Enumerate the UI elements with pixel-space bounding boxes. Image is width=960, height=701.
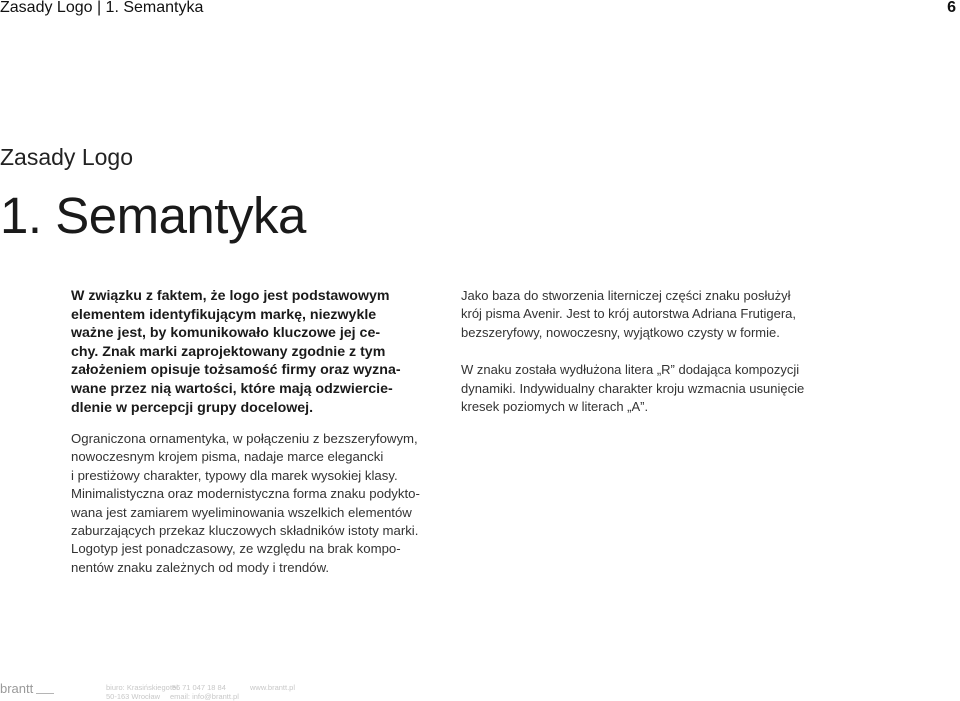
page-footer — [0, 676, 960, 701]
paragraph-line: zaburzających przekaz kluczowych składników istoty marki. — [71, 523, 419, 539]
lead-line: dlenie w percepcji grupy docelowej. — [71, 399, 314, 416]
lead-line: założeniem opisuje tożsamość firmy oraz wyzna- — [71, 362, 401, 379]
section-subtitle: Zasady Logo — [0, 144, 133, 170]
paragraph-line: W znaku została wydłużona litera „R” dodająca kompozycji — [461, 362, 800, 378]
paragraph-line: dynamiki. Indywidualny charakter kroju wzmacnia usunięcie — [461, 380, 805, 396]
lead-line: wane przez nią wartości, które mają odzwiercie- — [71, 380, 393, 397]
lead-line: chy. Znak marki zaprojektowany zgodnie z tym — [71, 343, 386, 360]
lead-line: elementem identyfikującym markę, niezwykle — [71, 306, 377, 323]
lead-paragraph — [71, 287, 441, 417]
section-title: 1. Semantyka — [0, 187, 306, 244]
footer-logo-underline — [36, 693, 54, 694]
paragraph-line: bezszeryfowy, nowoczesny, wyjątkowo czysty w formie. — [461, 324, 780, 340]
paragraph-line: Minimalistyczna oraz modernistyczna forma znaku podykto- — [71, 486, 420, 502]
footer-address-line: 50-163 Wrocław — [106, 692, 161, 701]
right-column-text — [461, 287, 841, 416]
paragraph-line: krój pisma Avenir. Jest to krój autorstwa Adriana Frutigera, — [461, 306, 797, 322]
paragraph-line: wana jest zamiarem wyeliminowania wszelkich elementów — [71, 504, 412, 520]
paragraph-gap — [461, 342, 841, 361]
paragraph-line: Logotyp jest ponadczasowy, ze względu na brak kompo- — [71, 541, 401, 557]
paragraph-line: Jako baza do stworzenia literniczej części znaku posłużył — [461, 288, 791, 303]
paragraph-line: nentów znaku zależnych od mody i trendów. — [71, 559, 330, 575]
footer-email: email: info@brantt.pl — [170, 692, 239, 701]
lead-line: W związku z faktem, że logo jest podstawowym — [71, 288, 390, 304]
footer-website: www.brantt.pl — [250, 683, 296, 692]
footer-address-line: biuro: Krasińskiego 56 — [106, 683, 181, 692]
footer-website-col — [250, 683, 295, 692]
paragraph-line: Ograniczona ornamentyka, w połączeniu z bezszeryfowym, — [71, 431, 418, 446]
paragraph-line: nowoczesnym krojem pisma, nadaje marce elegancki — [71, 449, 384, 465]
paragraph-line: kresek poziomych w literach „A”. — [461, 399, 649, 415]
body-paragraph — [71, 430, 456, 577]
lead-line: ważne jest, by komunikowało kluczowe jej ce- — [71, 325, 381, 342]
page-number: 6 — [947, 0, 956, 16]
footer-contact — [170, 683, 239, 701]
footer-phone: tel. 71 047 18 84 — [170, 683, 226, 692]
paragraph-line: i prestiżowy charakter, typowy dla marek wysokiej klasy. — [71, 467, 398, 483]
footer-logo: brantt — [0, 681, 34, 696]
running-header-title: Zasady Logo | 1. Semantyka — [0, 0, 204, 16]
